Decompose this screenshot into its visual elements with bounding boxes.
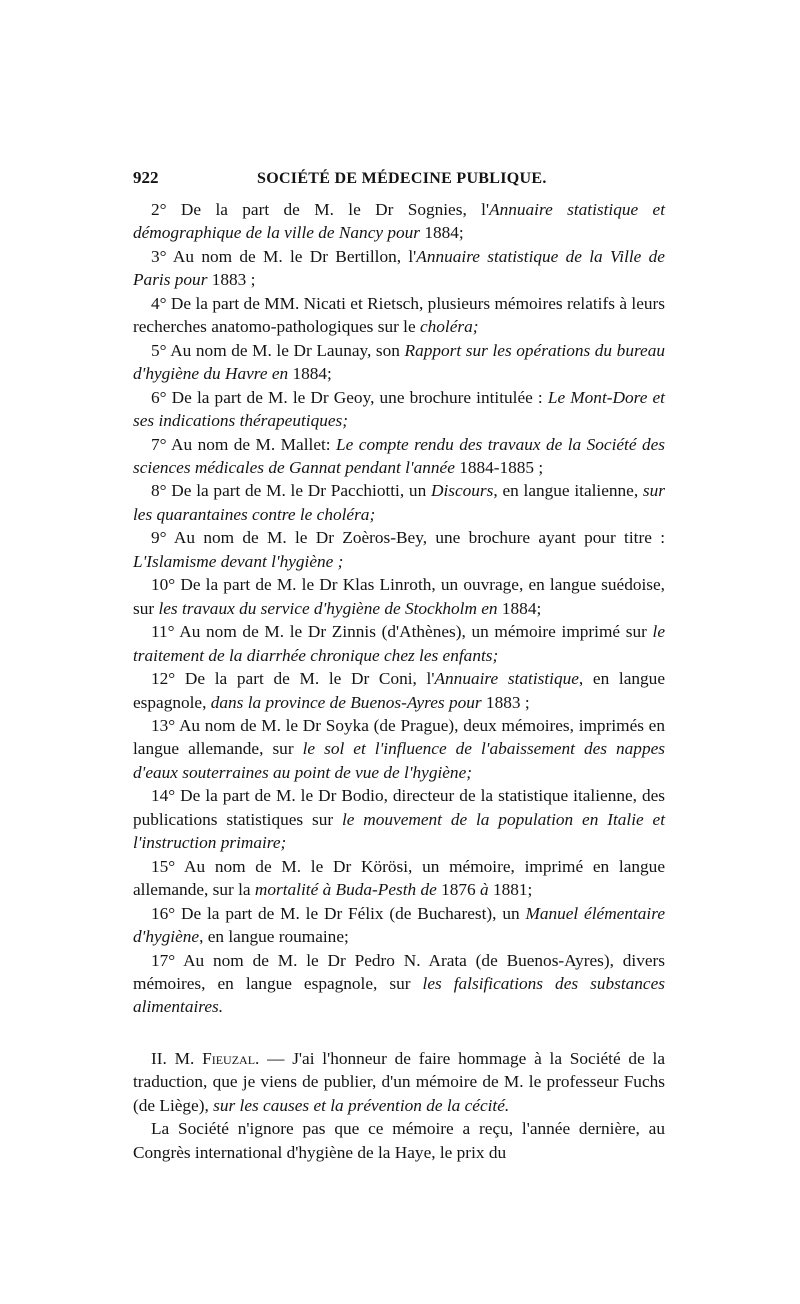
list-item	[133, 949, 665, 1019]
speaker-name: Fieuzal.	[202, 1048, 260, 1068]
item-text: 1883 ;	[207, 270, 256, 290]
item-text: 17° Au nom de M. le Dr Pedro N. Arata (de Buenos-Ayres), divers mémoires, en langue espagnole, sur	[133, 950, 665, 993]
list-item	[133, 573, 665, 620]
item-text: 7° Au nom de M. Mallet:	[151, 434, 337, 454]
paragraph-text: — J'ai l'honneur de faire hommage à la Société de la traduction, que je viens de publier, d'un mémoire de M. le professeur Fuchs (de Liège),	[133, 1048, 665, 1115]
item-text: 11° Au nom de M. le Dr Zinnis (d'Athènes), un mémoire imprimé sur	[151, 622, 653, 642]
section-ii	[133, 1047, 665, 1164]
list-item	[133, 245, 665, 292]
list-item	[133, 198, 665, 245]
book-page	[133, 168, 665, 1164]
work-title: Annuaire statistique et démographique de la ville de Nancy pour	[133, 200, 665, 243]
item-text: 1884;	[497, 598, 542, 618]
work-title: Discours	[430, 481, 494, 501]
item-text: , en langue roumaine;	[199, 927, 349, 947]
running-title: SOCIÉTÉ DE MÉDECINE PUBLIQUE.	[257, 170, 547, 187]
work-title: les travaux du service d'hygiène de Stockholm en	[158, 598, 498, 618]
item-text: 2° De la part de M. le Dr Sognies, l'	[151, 200, 490, 219]
work-title: les falsifications des substances alimentaires.	[133, 973, 665, 1017]
list-item	[133, 433, 665, 480]
donations-list	[133, 198, 665, 1019]
paragraph-text: La Société n'ignore pas que ce mémoire a reçu, l'année dernière, au Congrès international d'hygiène de la Haye, le prix du	[133, 1119, 665, 1162]
item-text: 8° De la part de M. le Dr Pacchiotti, un	[151, 481, 431, 501]
work-title: L'Islamisme devant l'hygiène ;	[133, 551, 344, 571]
paragraph-society	[133, 1117, 665, 1164]
list-item	[133, 386, 665, 433]
item-text: 1883 ;	[481, 692, 530, 712]
work-title: Annuaire statistique	[434, 669, 579, 689]
work-title: Le Mont-Dore et ses indications thérapeutiques;	[133, 387, 665, 431]
item-text: 1884;	[420, 223, 464, 243]
section-gap	[133, 1019, 665, 1047]
item-text: 1884-1885 ;	[454, 457, 544, 477]
item-text: 6° De la part de M. le Dr Geoy, une brochure intitulée :	[151, 387, 548, 407]
work-title: le traitement de la diarrhée chronique chez les enfants;	[133, 622, 665, 665]
item-text: 5° Au nom de M. le Dr Launay, son	[151, 340, 405, 360]
item-text: 1876	[436, 880, 480, 900]
work-title: à	[480, 880, 489, 900]
list-item	[133, 479, 665, 526]
list-item	[133, 784, 665, 854]
section-number: II. M.	[151, 1048, 203, 1068]
work-title: mortalité à Buda-Pesth de	[254, 880, 437, 900]
list-item	[133, 902, 665, 949]
work-title: Le compte rendu des travaux de la Société des sciences médicales de Gannat pendant l'année	[133, 434, 665, 477]
item-text: 12° De la part de M. le Dr Coni, l'	[151, 669, 435, 689]
running-header	[133, 168, 665, 198]
work-title: Annuaire statistique de la Ville de Paris pour	[133, 246, 665, 290]
list-item	[133, 714, 665, 784]
item-text: 4° De la part de MM. Nicati et Rietsch, plusieurs mémoires relatifs à leurs recherches anatomo-pathologiques sur le	[133, 293, 665, 337]
list-item	[133, 667, 665, 714]
work-title: le mouvement de la population en Italie et l'instruction primaire;	[133, 809, 665, 853]
item-text: 3° Au nom de M. le Dr Bertillon, l'	[151, 246, 417, 266]
item-text: 13° Au nom de M. le Dr Soyka (de Prague), deux mémoires, imprimés en langue allemande, sur	[133, 715, 665, 759]
item-text: 15° Au nom de M. le Dr Körösi, un mémoire, imprimé en langue allemande, sur la	[133, 856, 665, 900]
page-number: 922	[133, 168, 159, 187]
item-text: 1881;	[488, 880, 533, 900]
paragraph-fieuzal	[133, 1047, 665, 1117]
item-text: 1884;	[288, 364, 332, 384]
work-title: sur les quarantaines contre le choléra;	[133, 481, 666, 524]
list-item	[133, 339, 665, 386]
item-text: , en langue italienne,	[493, 481, 643, 501]
list-item	[133, 855, 665, 902]
work-title: Rapport sur les opérations du bureau d'hygiène du Havre en	[133, 340, 665, 384]
list-item	[133, 620, 665, 667]
work-title: sur les causes et la prévention de la cécité.	[213, 1095, 510, 1115]
list-item	[133, 292, 665, 339]
work-title: dans la province de Buenos-Ayres pour	[210, 692, 482, 712]
item-text: 14° De la part de M. le Dr Bodio, directeur de la statistique italienne, des publications statistiques sur	[133, 786, 665, 829]
item-text: , en langue espagnole,	[133, 669, 665, 712]
work-title: le sol et l'influence de l'abaissement des nappes d'eaux souterraines au point de vue de l'hygiène;	[133, 739, 665, 782]
item-text: 9° Au nom de M. le Dr Zoèros-Bey, une brochure ayant pour titre :	[151, 528, 665, 548]
list-item	[133, 526, 665, 573]
work-title: choléra;	[419, 317, 479, 337]
work-title: Manuel élémentaire d'hygiène	[133, 903, 665, 947]
item-text: 16° De la part de M. le Dr Félix (de Bucharest), un	[151, 903, 526, 923]
item-text: 10° De la part de M. le Dr Klas Linroth, un ouvrage, en langue suédoise, sur	[133, 575, 665, 618]
